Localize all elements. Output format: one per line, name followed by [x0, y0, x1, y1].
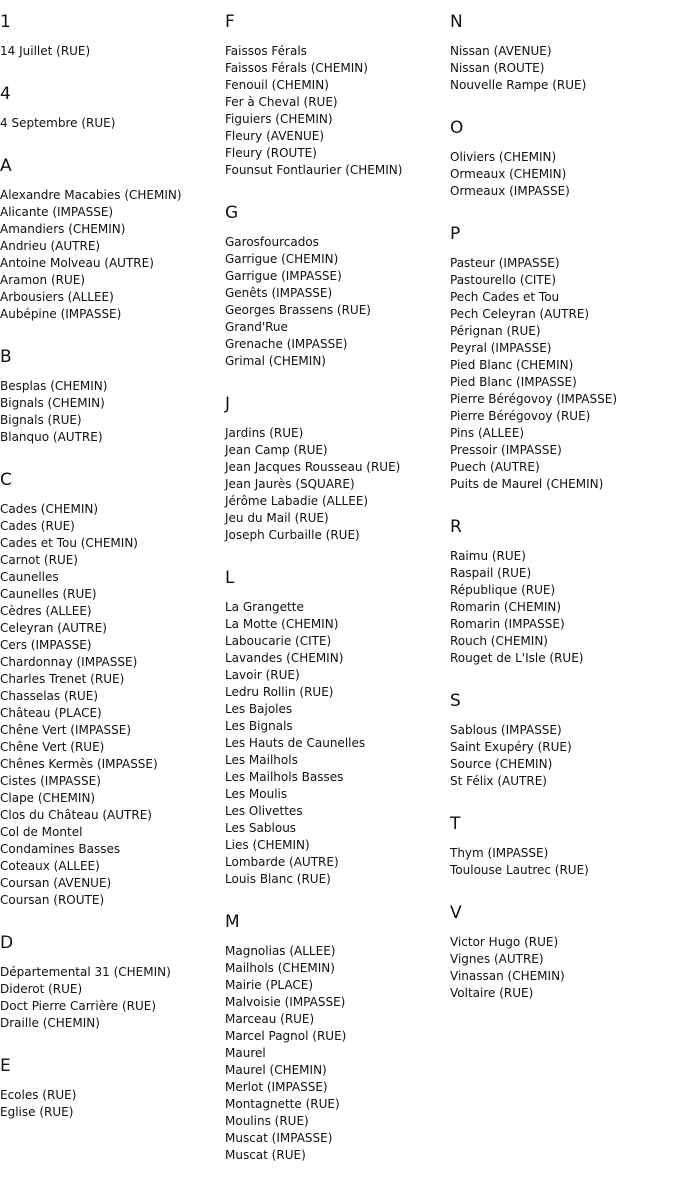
street-name: La Motte (CHEMIN) [225, 617, 339, 631]
section-letter-heading: M [225, 912, 240, 932]
street-name: Pech Celeyran (AUTRE) [450, 307, 590, 321]
street-name: Eglise (RUE) [0, 1105, 74, 1119]
street-name: Diderot (RUE) [0, 982, 83, 996]
street-name: Lavandes (CHEMIN) [225, 651, 344, 665]
street-name: Garrigue (CHEMIN) [225, 252, 339, 266]
street-name: Raimu (RUE) [450, 549, 526, 563]
street-name: Les Bajoles [225, 702, 293, 716]
letter-section [0, 347, 225, 446]
street-name: Malvoisie (IMPASSE) [225, 995, 346, 1009]
street-name: Doct Pierre Carrière (RUE) [0, 999, 157, 1013]
street-name: Joseph Curbaille (RUE) [225, 528, 360, 542]
letter-section [225, 203, 450, 370]
street-name: Chênes Kermès (IMPASSE) [0, 757, 158, 771]
street-name: Source (CHEMIN) [450, 757, 553, 771]
street-name: Lies (CHEMIN) [225, 838, 310, 852]
section-letter-heading: L [225, 568, 235, 588]
letter-section [225, 12, 450, 179]
street-name: Raspail (RUE) [450, 566, 532, 580]
street-name: Pied Blanc (IMPASSE) [450, 375, 577, 389]
street-name: Founsut Fontlaurier (CHEMIN) [225, 163, 403, 177]
street-name: Ledru Rollin (RUE) [225, 685, 334, 699]
street-name: Puech (AUTRE) [450, 460, 540, 474]
letter-section [225, 568, 450, 888]
street-name: Magnolias (ALLEE) [225, 944, 336, 958]
street-list [450, 845, 675, 879]
street-name: Cades et Tou (CHEMIN) [0, 536, 138, 550]
street-name: Fer à Cheval (RUE) [225, 95, 338, 109]
street-name: Pied Blanc (CHEMIN) [450, 358, 574, 372]
letter-section [0, 1056, 225, 1121]
street-list [225, 943, 450, 1164]
street-name: Coteaux (ALLEE) [0, 859, 100, 873]
section-letter-heading: R [450, 517, 462, 537]
street-list [450, 149, 675, 200]
street-name: Nouvelle Rampe (RUE) [450, 78, 587, 92]
street-name: Garosfourcados [225, 235, 319, 249]
letter-section [0, 156, 225, 323]
street-list [225, 234, 450, 370]
letter-section [0, 12, 225, 60]
section-letter-heading: G [225, 203, 239, 223]
street-name: Les Olivettes [225, 804, 303, 818]
street-name: Départemental 31 (CHEMIN) [0, 965, 171, 979]
street-name: Pierre Bérégovoy (RUE) [450, 409, 591, 423]
letter-section [450, 814, 675, 879]
street-name: Pierre Bérégovoy (IMPASSE) [450, 392, 618, 406]
street-name: Pérignan (RUE) [450, 324, 541, 338]
street-name: Jean Jacques Rousseau (RUE) [225, 460, 401, 474]
street-name: Besplas (CHEMIN) [0, 379, 108, 393]
street-name: Thym (IMPASSE) [450, 846, 549, 860]
street-list [450, 934, 675, 1002]
street-name: Condamines Basses [0, 842, 121, 856]
street-name: Merlot (IMPASSE) [225, 1080, 328, 1094]
street-name: Vinassan (CHEMIN) [450, 969, 565, 983]
street-name: Pasteur (IMPASSE) [450, 256, 560, 270]
street-name: Cèdres (ALLEE) [0, 604, 92, 618]
street-name: Clape (CHEMIN) [0, 791, 96, 805]
street-name: Nissan (AVENUE) [450, 44, 552, 58]
street-index-column-1 [0, 12, 225, 1145]
street-list [450, 255, 675, 493]
street-name: 4 Septembre (RUE) [0, 116, 116, 130]
street-name: Faissos Férals [225, 44, 307, 58]
section-letter-heading: 4 [0, 84, 11, 104]
section-letter-heading: T [450, 814, 461, 834]
street-list [225, 43, 450, 179]
street-name: Les Mailhols [225, 753, 298, 767]
street-name: Faissos Férals (CHEMIN) [225, 61, 368, 75]
street-list [450, 722, 675, 790]
street-name: Oliviers (CHEMIN) [450, 150, 557, 164]
street-name: Caunelles (RUE) [0, 587, 97, 601]
street-index-column-2 [225, 12, 450, 1188]
street-name: Jérôme Labadie (ALLEE) [225, 494, 369, 508]
street-name: Jeu du Mail (RUE) [225, 511, 329, 525]
street-name: République (RUE) [450, 583, 556, 597]
street-name: Romarin (IMPASSE) [450, 617, 565, 631]
street-list [225, 599, 450, 888]
letter-section [450, 691, 675, 790]
section-letter-heading: V [450, 903, 462, 923]
street-name: Sablous (IMPASSE) [450, 723, 562, 737]
street-name: Rouget de L'Isle (RUE) [450, 651, 584, 665]
street-name: Clos du Château (AUTRE) [0, 808, 152, 822]
street-name: Les Hauts de Caunelles [225, 736, 366, 750]
section-letter-heading: C [0, 470, 12, 490]
street-name: Muscat (IMPASSE) [225, 1131, 333, 1145]
street-name: Cades (RUE) [0, 519, 75, 533]
street-name: Marcel Pagnol (RUE) [225, 1029, 347, 1043]
street-name: Laboucarie (CITE) [225, 634, 332, 648]
street-name: Pastourello (CITE) [450, 273, 557, 287]
letter-section [450, 224, 675, 493]
street-name: Nissan (ROUTE) [450, 61, 545, 75]
street-name: Garrigue (IMPASSE) [225, 269, 342, 283]
street-name: Mailhols (CHEMIN) [225, 961, 335, 975]
section-letter-heading: S [450, 691, 461, 711]
street-name: Jean Jaurès (SQUARE) [225, 477, 355, 491]
letter-section [450, 903, 675, 1002]
section-letter-heading: N [450, 12, 463, 32]
street-name: Chardonnay (IMPASSE) [0, 655, 138, 669]
street-name: Coursan (AVENUE) [0, 876, 112, 890]
street-name: Genêts (IMPASSE) [225, 286, 333, 300]
street-name: Grand'Rue [225, 320, 288, 334]
street-list [0, 964, 225, 1032]
street-name: Jean Camp (RUE) [225, 443, 328, 457]
street-name: Charles Trenet (RUE) [0, 672, 125, 686]
street-name: Romarin (CHEMIN) [450, 600, 562, 614]
street-name: St Félix (AUTRE) [450, 774, 547, 788]
street-name: Andrieu (AUTRE) [0, 239, 101, 253]
street-name: Fleury (ROUTE) [225, 146, 317, 160]
street-name: Peyral (IMPASSE) [450, 341, 552, 355]
street-name: Fenouil (CHEMIN) [225, 78, 329, 92]
street-name: Pressoir (IMPASSE) [450, 443, 562, 457]
section-letter-heading: F [225, 12, 235, 32]
street-name: Chêne Vert (IMPASSE) [0, 723, 132, 737]
street-name: Aubépine (IMPASSE) [0, 307, 122, 321]
street-name: Ormeaux (CHEMIN) [450, 167, 567, 181]
street-name: Antoine Molveau (AUTRE) [0, 256, 154, 270]
street-name: Pins (ALLEE) [450, 426, 525, 440]
street-list [0, 115, 225, 132]
street-name: La Grangette [225, 600, 304, 614]
street-name: Ecoles (RUE) [0, 1088, 77, 1102]
street-list [0, 1087, 225, 1121]
street-name: Figuiers (CHEMIN) [225, 112, 333, 126]
street-name: Les Moulis [225, 787, 288, 801]
street-name: Maurel [225, 1046, 266, 1060]
section-letter-heading: P [450, 224, 461, 244]
street-name: Chasselas (RUE) [0, 689, 99, 703]
street-name: Toulouse Lautrec (RUE) [450, 863, 589, 877]
street-name: Lavoir (RUE) [225, 668, 300, 682]
letter-section [0, 933, 225, 1032]
street-name: Voltaire (RUE) [450, 986, 534, 1000]
letter-section [450, 118, 675, 200]
street-name: Mairie (PLACE) [225, 978, 314, 992]
street-list [0, 378, 225, 446]
letter-section [225, 912, 450, 1164]
street-name: Caunelles [0, 570, 59, 584]
street-name: Victor Hugo (RUE) [450, 935, 559, 949]
street-name: Ormeaux (IMPASSE) [450, 184, 570, 198]
street-name: Pech Cades et Tou [450, 290, 560, 304]
street-list [0, 187, 225, 323]
street-name: Bignals (RUE) [0, 413, 82, 427]
street-name: Maurel (CHEMIN) [225, 1063, 327, 1077]
street-name: Draille (CHEMIN) [0, 1016, 100, 1030]
section-letter-heading: O [450, 118, 464, 138]
street-name: Saint Exupéry (RUE) [450, 740, 572, 754]
street-name: Les Mailhols Basses [225, 770, 344, 784]
street-name: Fleury (AVENUE) [225, 129, 325, 143]
street-name: Montagnette (RUE) [225, 1097, 340, 1111]
street-list [225, 425, 450, 544]
street-name: Lombarde (AUTRE) [225, 855, 339, 869]
section-letter-heading: 1 [0, 12, 11, 32]
street-name: Les Bignals [225, 719, 293, 733]
street-name: Château (PLACE) [0, 706, 102, 720]
street-name: Cers (IMPASSE) [0, 638, 92, 652]
street-name: Grimal (CHEMIN) [225, 354, 326, 368]
street-name: Vignes (AUTRE) [450, 952, 544, 966]
street-name: Blanquo (AUTRE) [0, 430, 103, 444]
street-name: Aramon (RUE) [0, 273, 86, 287]
street-index-column-3 [450, 12, 675, 1026]
section-letter-heading: B [0, 347, 12, 367]
letter-section [0, 84, 225, 132]
street-name: Cades (CHEMIN) [0, 502, 99, 516]
letter-section [450, 12, 675, 94]
letter-section [225, 394, 450, 544]
street-name: Les Sablous [225, 821, 297, 835]
street-name: Jardins (RUE) [225, 426, 304, 440]
street-name: Muscat (RUE) [225, 1148, 306, 1162]
street-list [450, 43, 675, 94]
section-letter-heading: E [0, 1056, 11, 1076]
street-list [0, 43, 225, 60]
street-name: Bignals (CHEMIN) [0, 396, 105, 410]
street-name: Arbousiers (ALLEE) [0, 290, 114, 304]
street-list [450, 548, 675, 667]
street-name: 14 Juillet (RUE) [0, 44, 91, 58]
street-name: Rouch (CHEMIN) [450, 634, 548, 648]
street-name: Col de Montel [0, 825, 83, 839]
street-name: Louis Blanc (RUE) [225, 872, 331, 886]
street-name: Celeyran (AUTRE) [0, 621, 107, 635]
section-letter-heading: J [225, 394, 231, 414]
street-name: Grenache (IMPASSE) [225, 337, 348, 351]
street-list [0, 501, 225, 909]
street-name: Puits de Maurel (CHEMIN) [450, 477, 604, 491]
section-letter-heading: A [0, 156, 12, 176]
street-name: Georges Brassens (RUE) [225, 303, 371, 317]
street-name: Alicante (IMPASSE) [0, 205, 114, 219]
street-name: Amandiers (CHEMIN) [0, 222, 126, 236]
street-name: Carnot (RUE) [0, 553, 78, 567]
street-name: Moulins (RUE) [225, 1114, 309, 1128]
street-name: Coursan (ROUTE) [0, 893, 105, 907]
letter-section [0, 470, 225, 909]
street-name: Cistes (IMPASSE) [0, 774, 101, 788]
street-name: Chêne Vert (RUE) [0, 740, 105, 754]
street-name: Marceau (RUE) [225, 1012, 315, 1026]
street-name: Alexandre Macabies (CHEMIN) [0, 188, 182, 202]
section-letter-heading: D [0, 933, 14, 953]
letter-section [450, 517, 675, 667]
